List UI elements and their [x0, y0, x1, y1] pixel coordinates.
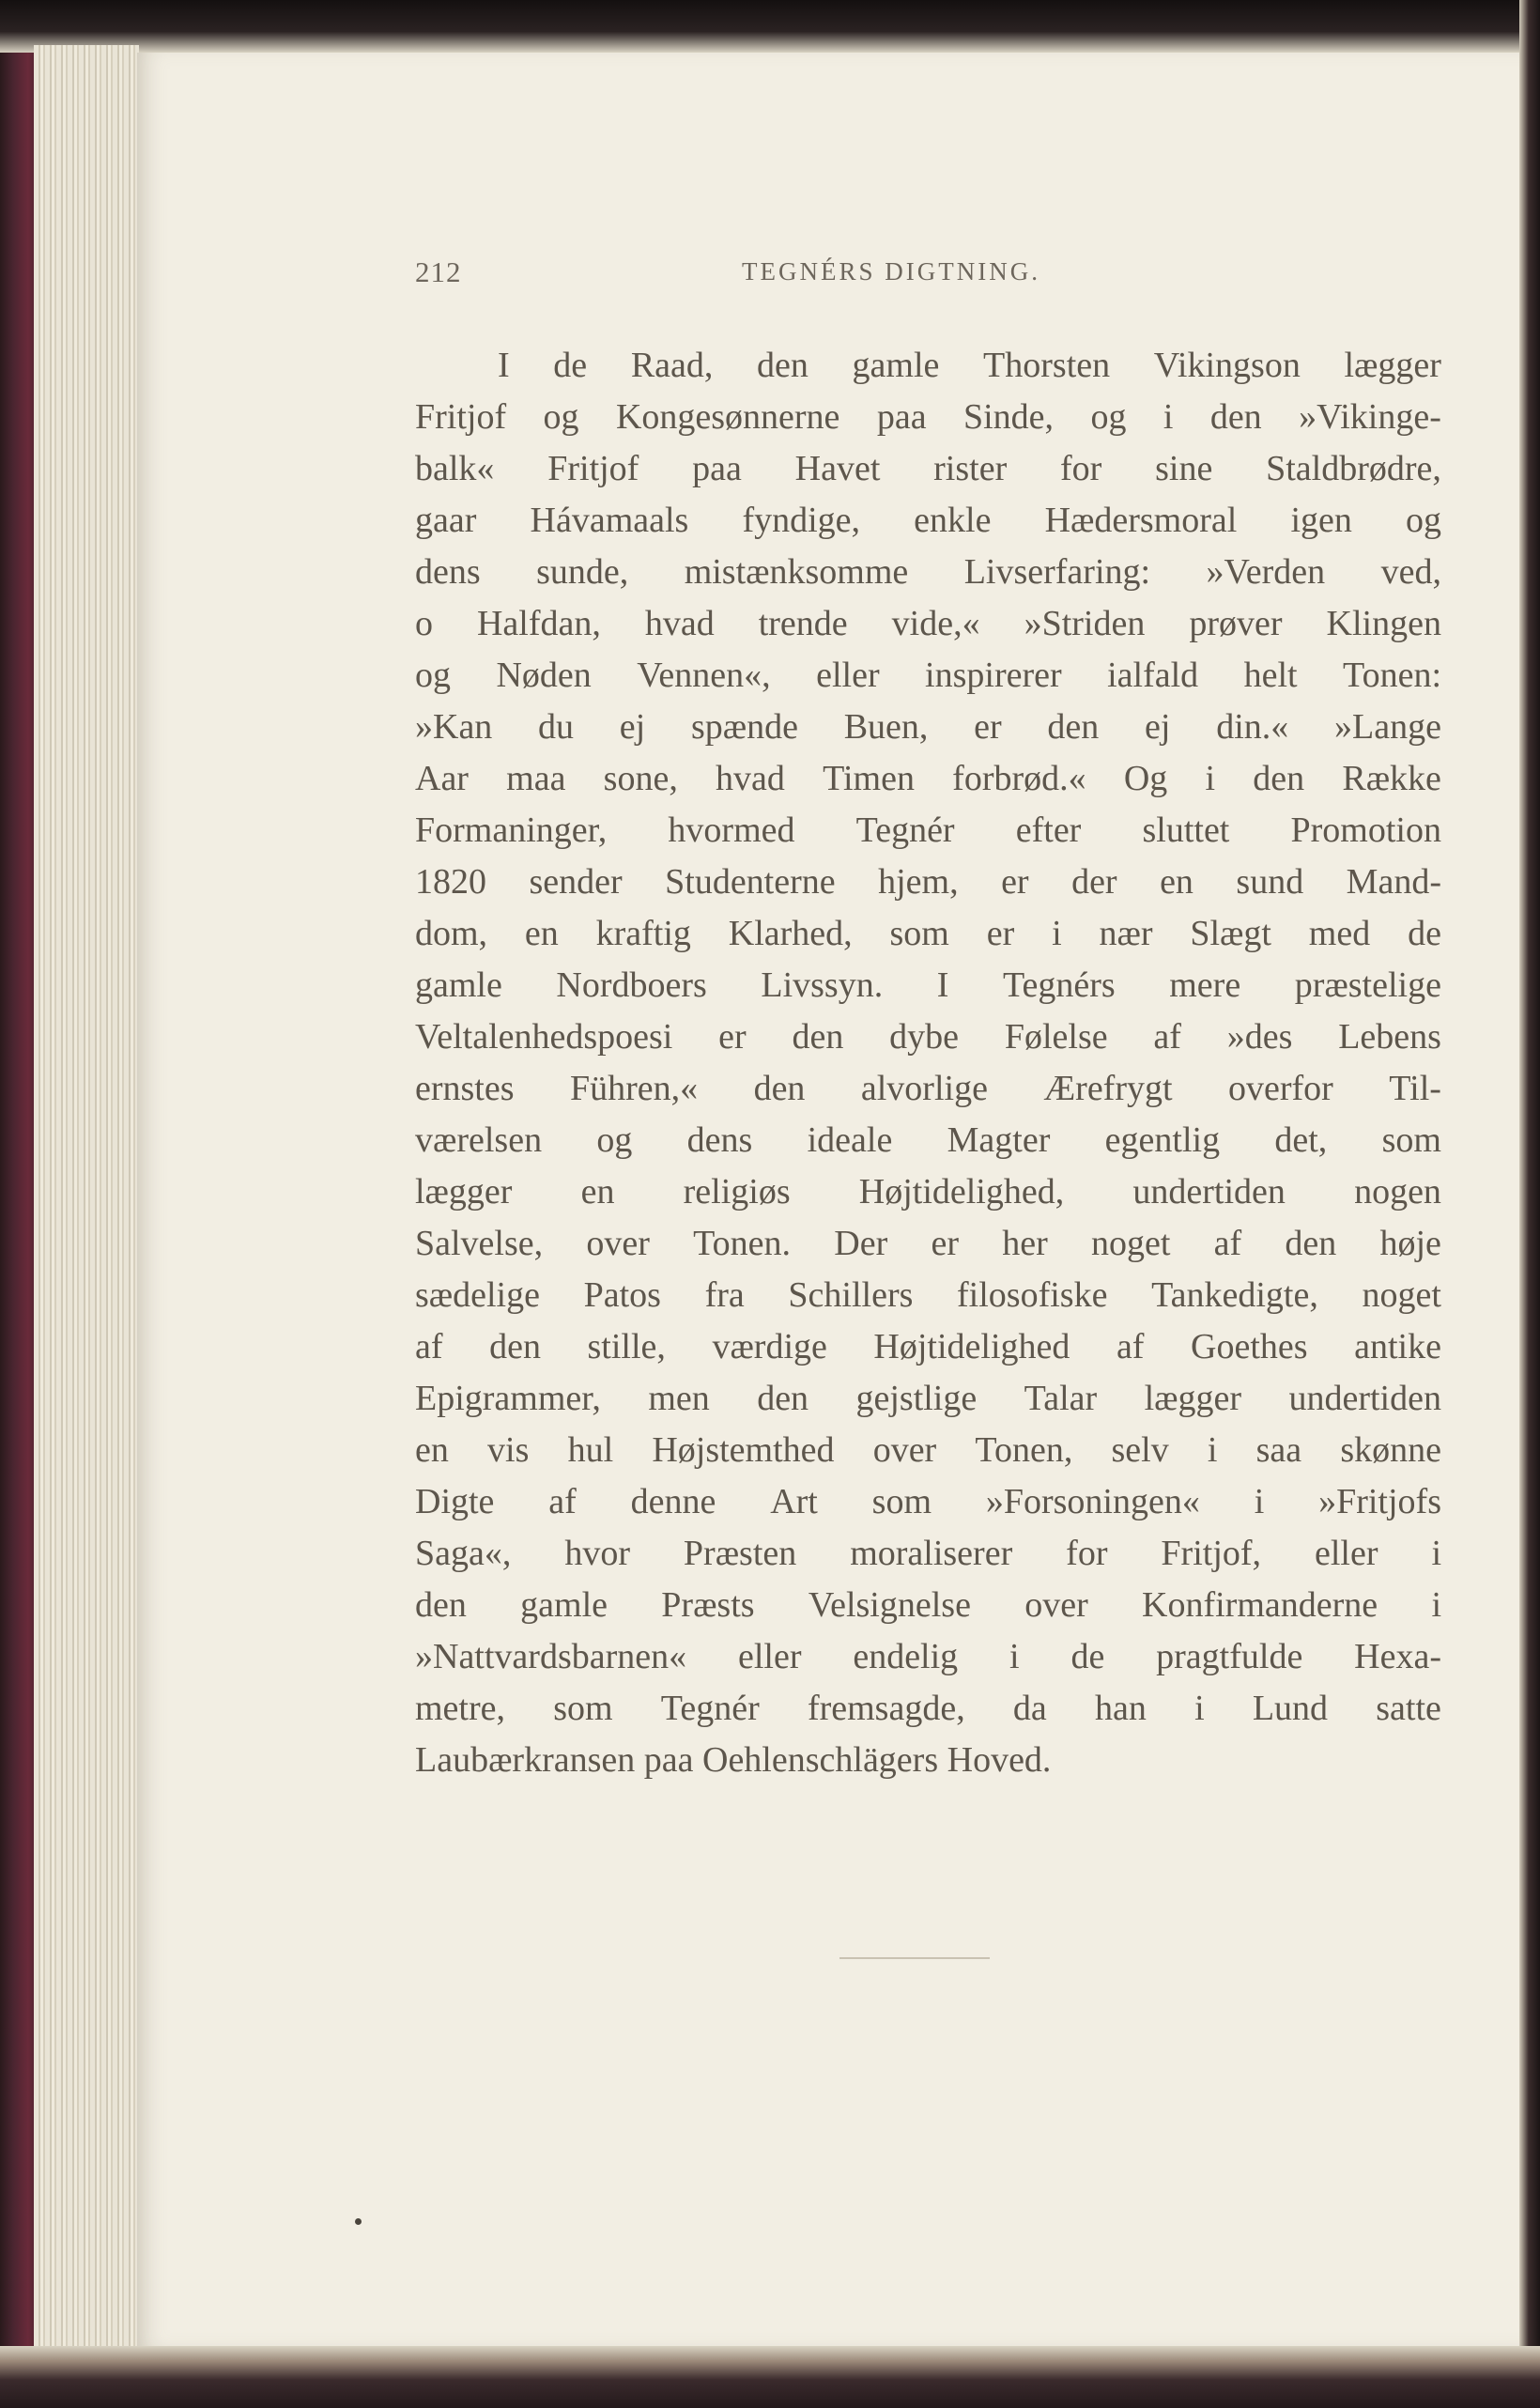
- body-text: [415, 340, 1441, 1786]
- text-line: metre, som Tegnér fremsagde, da han i Lund satte: [415, 1689, 1441, 1728]
- text-line: en vis hul Højstemthed over Tonen, selv i saa skønne: [415, 1430, 1441, 1470]
- text-line: »Kan du ej spænde Buen, er den ej din.« »Lange: [415, 707, 1441, 747]
- text-line: gaar Hávamaals fyndige, enkle Hædersmoral igen og: [415, 501, 1441, 540]
- text-line: I de Raad, den gamle Thorsten Vikingson lægger: [498, 346, 1441, 385]
- text-line: Digte af denne Art som »Forsoningen« i »Fritjofs: [415, 1482, 1441, 1521]
- text-line: ernstes Führen,« den alvorlige Ærefrygt overfor Til-: [415, 1069, 1441, 1108]
- text-line: Aar maa sone, hvad Timen forbrød.« Og i den Række: [415, 759, 1441, 798]
- text-line: Epigrammer, men den gejstlige Talar lægger undertiden: [415, 1379, 1441, 1418]
- text-line: dom, en kraftig Klarhed, som er i nær Slægt med de: [415, 914, 1441, 953]
- top-shadow: [0, 0, 1540, 53]
- text-line: gamle Nordboers Livssyn. I Tegnérs mere præstelige: [415, 965, 1441, 1005]
- text-line: og Nøden Vennen«, eller inspirerer ialfald helt Tonen:: [415, 656, 1441, 695]
- text-line: den gamle Præsts Velsignelse over Konfirmanderne i: [415, 1585, 1441, 1625]
- text-line: o Halfdan, hvad trende vide,« »Striden prøver Klingen: [415, 604, 1441, 643]
- running-head: TEGNÉRS DIGTNING.: [742, 257, 1040, 286]
- text-line: sædelige Patos fra Schillers filosofiske Tankedigte, noget: [415, 1275, 1441, 1315]
- ink-mark: [355, 2218, 362, 2225]
- right-shadow: [1519, 0, 1540, 2408]
- text-line: »Nattvardsbarnen« eller endelig i de pragtfulde Hexa-: [415, 1637, 1441, 1676]
- bottom-edge: [0, 2346, 1540, 2408]
- text-line: værelsen og dens ideale Magter egentlig det, som: [415, 1120, 1441, 1160]
- page-number: 212: [415, 255, 462, 288]
- text-line: Laubærkransen paa Oehlenschlägers Hoved.: [415, 1740, 1052, 1780]
- text-line: af den stille, værdige Højtidelighed af Goethes antike: [415, 1327, 1441, 1366]
- page-edges: [34, 45, 139, 2355]
- section-rule: [839, 1957, 990, 1959]
- text-line: Formaninger, hvormed Tegnér efter sluttet Promotion: [415, 810, 1441, 850]
- text-line: dens sunde, mistænksomme Livserfaring: »Verden ved,: [415, 552, 1441, 592]
- text-line: balk« Fritjof paa Havet rister for sine Staldbrødre,: [415, 449, 1441, 488]
- page-header: [278, 255, 1164, 297]
- text-line: lægger en religiøs Højtidelighed, undertiden nogen: [415, 1172, 1441, 1212]
- text-line: Saga«, hvor Præsten moraliserer for Fritjof, eller i: [415, 1534, 1441, 1573]
- text-line: Fritjof og Kongesønnerne paa Sinde, og i den »Vikinge-: [415, 397, 1441, 437]
- text-line: Salvelse, over Tonen. Der er her noget af den høje: [415, 1224, 1441, 1263]
- text-line: 1820 sender Studenterne hjem, er der en sund Mand-: [415, 862, 1441, 902]
- text-line: Veltalenhedspoesi er den dybe Følelse af »des Lebens: [415, 1017, 1441, 1057]
